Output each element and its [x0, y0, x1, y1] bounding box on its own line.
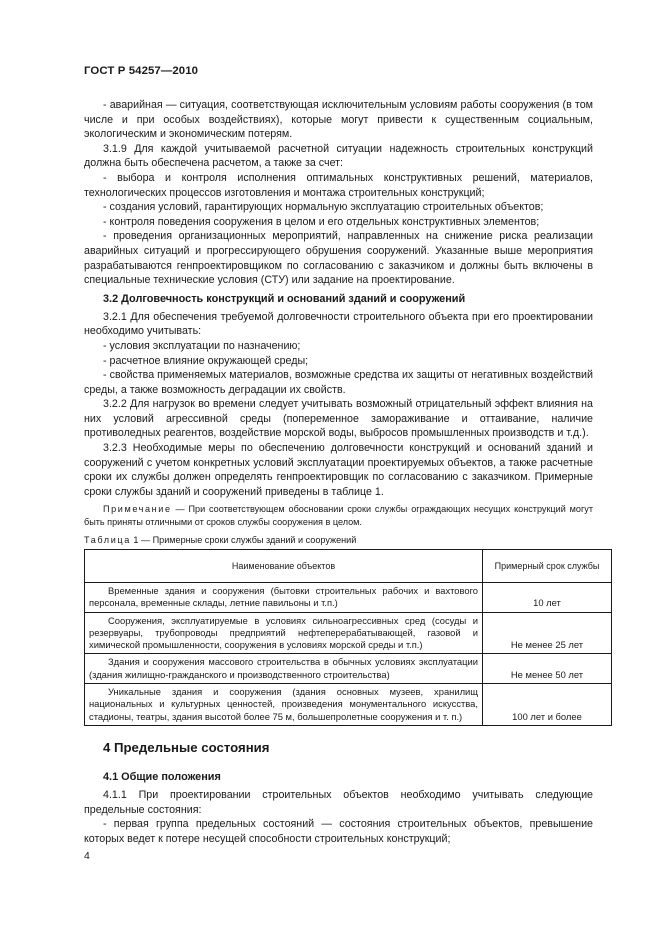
- table-cell-term: 10 лет: [483, 583, 612, 613]
- paragraph: - аварийная — ситуация, соответствующая исключительным условиям работы сооружения (в том числе и при особых воздействиях), которые могут привести к существенным социальным, экологическим и экономическим потерям.: [84, 99, 593, 141]
- table-cell-term: 100 лет и более: [483, 684, 612, 726]
- table-cell-name: Временные здания и сооружения (бытовки строительных рабочих и вахтового персонала, временные склады, летние павильоны и т.п.): [85, 583, 483, 613]
- note: [84, 503, 593, 529]
- paragraph: - создания условий, гарантирующих нормальную эксплуатацию строительных объектов;: [103, 201, 544, 214]
- table-caption: [84, 535, 356, 545]
- paragraph: - расчетное влияние окружающей среды;: [103, 354, 309, 367]
- paragraph: - выбора и контроля исполнения оптимальных конструктивных решений, материалов, технологических процессов изготовления и монтажа строительных конструкций;: [84, 171, 593, 199]
- table-row: [85, 684, 612, 726]
- table-cell-name: Сооружения, эксплуатируемые в условиях сильноагрессивных сред (сосуды и резервуары, трубопроводы предприятий нефтеперерабатывающей, газовой и химической промышленности, сооружения в условиях морской среды и т.п.): [85, 612, 483, 654]
- section-3-2-heading: 3.2 Долговечность конструкций и оснований зданий и сооружений: [103, 292, 466, 305]
- column-header-name: Наименование объектов: [85, 550, 483, 583]
- paragraph: - контроля поведения сооружения в целом и его отдельных конструктивных элементов;: [103, 215, 540, 228]
- table-caption-label: Таблица: [84, 535, 131, 545]
- paragraph: 4.1.1 При проектировании строительных объектов необходимо учитывать следующие предельные состояния:: [84, 789, 593, 816]
- table-cell-name: Здания и сооружения массового строительства в обычных условиях эксплуатации (здания жилищно-гражданского и производственного строительства): [85, 654, 483, 684]
- body-text: [84, 98, 593, 529]
- table-row: [85, 583, 612, 613]
- table-cell-term: Не менее 25 лет: [483, 612, 612, 654]
- table-cell-name: Уникальные здания и сооружения (здания основных музеев, хранилищ национальных и культурных ценностей, произведения монументального искусства, стадионы, театры, здания высотой более 75 м, большепролетные сооружения и т. п.): [85, 684, 483, 726]
- page-number: 4: [84, 851, 90, 862]
- note-text: — При соответствующем обосновании сроки службы ограждающих несущих конструкций могут быть приняты отличными от сроков службы сооружения в целом.: [84, 504, 593, 528]
- paragraph: 3.2.2 Для нагрузок во времени следует учитывать возможный отрицательный эффект влияния на них условий агрессивной среды (попеременное замораживание и оттаивание, наличие противоледных реагентов, воздействие морской воды, выбросов промышленных производств и т.д.).: [84, 398, 593, 440]
- section-4-body: [84, 766, 593, 846]
- paragraph: - первая группа предельных состояний — состояния строительных объектов, превышение которых ведет к потере несущей способности строительных конструкций;: [84, 818, 593, 845]
- table-caption-text: 1 — Примерные сроки службы зданий и сооружений: [133, 535, 357, 545]
- paragraph: 3.2.1 Для обеспечения требуемой долговечности строительного объекта при его проектировании необходимо учитывать:: [84, 310, 593, 338]
- column-header-term: Примерный срок службы: [483, 550, 612, 583]
- paragraph: 3.2.3 Необходимые меры по обеспечению долговечности конструкций и оснований зданий и сооружений с учетом конкретных условий эксплуатации проектируемых объектов, а также расчетные сроки их службы должен определять генпроектировщик по согласованию с заказчиком. Примерные сроки службы зданий и сооружений приведены в таблице 1.: [84, 442, 593, 498]
- table-header-row: [85, 550, 612, 583]
- section-4-heading: 4 Предельные состояния: [103, 740, 270, 755]
- service-life-table: [84, 549, 612, 726]
- document-header-title: ГОСТ Р 54257—2010: [84, 65, 199, 77]
- paragraph: - условия эксплуатации по назначению;: [103, 339, 301, 352]
- section-4-1-heading: 4.1 Общие положения: [103, 771, 221, 783]
- note-label: Примечание: [103, 504, 172, 515]
- table-row: [85, 612, 612, 654]
- table-cell-term: Не менее 50 лет: [483, 654, 612, 684]
- table-row: [85, 654, 612, 684]
- paragraph: - свойства применяемых материалов, возможные средства их защиты от негативных воздействий среды, а также возможность деградации их свойств.: [84, 369, 593, 396]
- paragraph: - проведения организационных мероприятий, направленных на снижение риска реализации аварийных ситуаций и прогрессирующего обрушения сооружений. Указанные выше мероприятия разрабатываются генпроектировщиком по согласованию с заказчиком и должны быть включены в специальные технические условия (СТУ) или задание на проектирование.: [84, 230, 593, 287]
- paragraph: 3.1.9 Для каждой учитываемой расчетной ситуации надежность строительных конструкций должна быть обеспечена расчетом, а также за счет:: [84, 142, 593, 170]
